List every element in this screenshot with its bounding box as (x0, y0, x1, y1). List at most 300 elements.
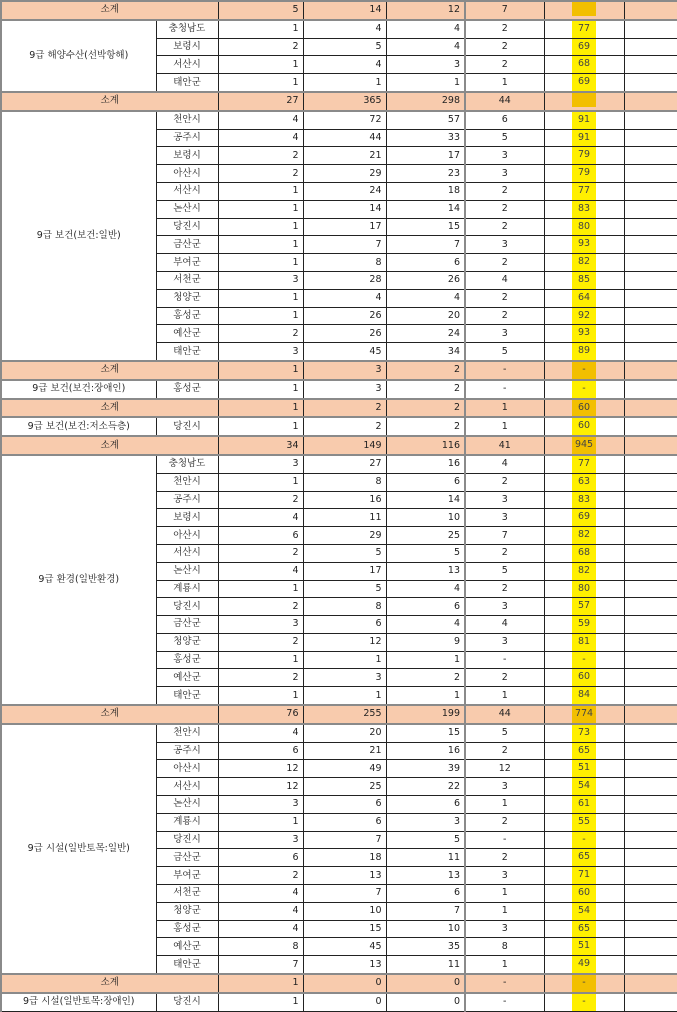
col-3-value: 4 (386, 38, 465, 56)
score-value: 79 (572, 165, 596, 182)
col-3-value: 13 (386, 867, 465, 885)
empty-cell (624, 147, 677, 165)
col-4-value: 8 (465, 938, 544, 956)
table-row (1, 724, 677, 742)
region-label: 청양군 (156, 289, 218, 307)
col-4-value: 1 (465, 74, 544, 92)
empty-cell (624, 92, 677, 111)
empty-cell (624, 956, 677, 974)
region-label: 청양군 (156, 633, 218, 651)
score-value: 93 (572, 325, 596, 342)
col-4-value: - (465, 974, 544, 993)
col-2-value: 24 (303, 182, 386, 200)
empty-cell (624, 974, 677, 993)
empty-cell (624, 920, 677, 938)
score-value: 82 (572, 254, 596, 271)
score-cell (544, 343, 624, 361)
region-label: 태안군 (156, 343, 218, 361)
col-4-value: 1 (465, 796, 544, 814)
category-label: 9급 시설(일반토목:장애인) (1, 993, 156, 1011)
col-2-value: 5 (303, 38, 386, 56)
score-value: 59 (572, 616, 596, 633)
col-4-value: 1 (465, 885, 544, 903)
empty-cell (624, 271, 677, 289)
region-label: 서산시 (156, 56, 218, 74)
score-cell (544, 74, 624, 92)
col-4-value: 5 (465, 129, 544, 147)
region-label: 보령시 (156, 38, 218, 56)
score-cell (544, 831, 624, 849)
region-label: 예산군 (156, 669, 218, 687)
col-1-value: 2 (218, 325, 303, 343)
score-cell (544, 38, 624, 56)
col-3-value: 11 (386, 956, 465, 974)
score-value: 57 (572, 598, 596, 615)
col-3-value: 7 (386, 236, 465, 254)
col-4-value: 2 (465, 307, 544, 325)
score-value: 82 (572, 563, 596, 580)
empty-cell (624, 813, 677, 831)
score-cell (544, 885, 624, 903)
score-cell (544, 902, 624, 920)
col-2-value: 12 (303, 633, 386, 651)
col-1-value: 5 (218, 1, 303, 20)
col-2-value: 17 (303, 562, 386, 580)
subtotal-label: 소계 (1, 436, 218, 455)
col-1-value: 2 (218, 165, 303, 183)
col-2-value: 14 (303, 200, 386, 218)
region-label: 서천군 (156, 271, 218, 289)
col-4-value: 3 (465, 920, 544, 938)
col-4-value: 2 (465, 20, 544, 38)
empty-cell (624, 778, 677, 796)
col-1-value: 1 (218, 399, 303, 418)
score-value: 51 (572, 760, 596, 777)
col-2-value: 8 (303, 254, 386, 272)
col-3-value: 18 (386, 182, 465, 200)
empty-cell (624, 325, 677, 343)
score-value: - (572, 652, 596, 669)
score-value: 69 (572, 74, 596, 91)
col-1-value: 1 (218, 289, 303, 307)
col-2-value: 4 (303, 289, 386, 307)
col-3-value: 298 (386, 92, 465, 111)
category-label: 9급 보건(보건:저소득층) (1, 417, 156, 436)
empty-cell (624, 1, 677, 20)
score-value: 65 (572, 743, 596, 760)
score-value: 51 (572, 938, 596, 955)
score-value: 73 (572, 725, 596, 742)
col-1-value: 34 (218, 436, 303, 455)
col-1-value: 1 (218, 417, 303, 436)
score-cell (544, 544, 624, 562)
score-value: 64 (572, 290, 596, 307)
col-3-value: 10 (386, 509, 465, 527)
subtotal-row (1, 436, 677, 455)
col-2-value: 255 (303, 705, 386, 724)
col-3-value: 199 (386, 705, 465, 724)
col-1-value: 4 (218, 129, 303, 147)
col-1-value: 3 (218, 343, 303, 361)
col-2-value: 27 (303, 455, 386, 473)
col-2-value: 26 (303, 325, 386, 343)
col-3-value: 2 (386, 361, 465, 380)
region-label: 공주시 (156, 491, 218, 509)
col-4-value: 2 (465, 200, 544, 218)
col-4-value: - (465, 651, 544, 669)
region-label: 천안시 (156, 724, 218, 742)
empty-cell (624, 509, 677, 527)
region-label: 서산시 (156, 182, 218, 200)
empty-cell (624, 633, 677, 651)
region-label: 아산시 (156, 527, 218, 545)
empty-cell (624, 705, 677, 724)
score-cell (544, 796, 624, 814)
col-3-value: 2 (386, 669, 465, 687)
score-value: 80 (572, 581, 596, 598)
region-label: 서산시 (156, 778, 218, 796)
col-1-value: 2 (218, 867, 303, 885)
col-1-value: 1 (218, 361, 303, 380)
empty-cell (624, 20, 677, 38)
empty-cell (624, 902, 677, 920)
col-2-value: 4 (303, 20, 386, 38)
empty-cell (624, 669, 677, 687)
col-4-value: 3 (465, 325, 544, 343)
empty-cell (624, 436, 677, 455)
col-1-value: 2 (218, 38, 303, 56)
col-4-value: 2 (465, 742, 544, 760)
col-3-value: 14 (386, 200, 465, 218)
score-value: 63 (572, 474, 596, 491)
score-cell (544, 436, 624, 455)
score-cell (544, 236, 624, 254)
col-4-value: 4 (465, 271, 544, 289)
score-value: 81 (572, 634, 596, 651)
empty-cell (624, 165, 677, 183)
score-cell (544, 380, 624, 399)
col-3-value: 33 (386, 129, 465, 147)
score-value: 93 (572, 236, 596, 253)
col-4-value: 2 (465, 38, 544, 56)
region-label: 태안군 (156, 956, 218, 974)
empty-cell (624, 236, 677, 254)
region-label: 홍성군 (156, 380, 218, 399)
col-1-value: 4 (218, 562, 303, 580)
col-4-value: 2 (465, 849, 544, 867)
col-1-value: 4 (218, 111, 303, 129)
col-3-value: 39 (386, 760, 465, 778)
score-cell (544, 417, 624, 436)
table-row (1, 380, 677, 399)
score-value: 69 (572, 39, 596, 56)
col-4-value: 2 (465, 669, 544, 687)
subtotal-row (1, 974, 677, 993)
col-2-value: 10 (303, 902, 386, 920)
empty-cell (624, 687, 677, 705)
region-label: 부여군 (156, 254, 218, 272)
subtotal-label: 소계 (1, 974, 218, 993)
score-value: 80 (572, 219, 596, 236)
col-2-value: 14 (303, 1, 386, 20)
col-4-value: 44 (465, 705, 544, 724)
score-cell (544, 307, 624, 325)
empty-cell (624, 455, 677, 473)
col-1-value: 1 (218, 813, 303, 831)
col-1-value: 4 (218, 509, 303, 527)
subtotal-row (1, 92, 677, 111)
region-label: 계룡시 (156, 580, 218, 598)
col-4-value: 2 (465, 473, 544, 491)
col-3-value: 25 (386, 527, 465, 545)
category-label: 9급 시설(일반토목:일반) (1, 724, 156, 974)
col-3-value: 2 (386, 380, 465, 399)
empty-cell (624, 343, 677, 361)
col-1-value: 8 (218, 938, 303, 956)
region-label: 당진시 (156, 831, 218, 849)
col-3-value: 0 (386, 974, 465, 993)
empty-cell (624, 129, 677, 147)
score-cell (544, 182, 624, 200)
col-2-value: 45 (303, 343, 386, 361)
col-3-value: 0 (386, 993, 465, 1011)
col-2-value: 8 (303, 598, 386, 616)
region-label: 예산군 (156, 938, 218, 956)
col-2-value: 21 (303, 147, 386, 165)
col-2-value: 29 (303, 165, 386, 183)
col-2-value: 4 (303, 56, 386, 74)
col-2-value: 13 (303, 867, 386, 885)
score-value: 60 (572, 400, 596, 417)
score-value: 54 (572, 903, 596, 920)
score-value: 61 (572, 796, 596, 813)
col-3-value: 22 (386, 778, 465, 796)
col-1-value: 2 (218, 633, 303, 651)
score-cell (544, 813, 624, 831)
empty-cell (624, 993, 677, 1011)
col-3-value: 7 (386, 902, 465, 920)
col-3-value: 5 (386, 831, 465, 849)
col-2-value: 0 (303, 974, 386, 993)
region-label: 공주시 (156, 742, 218, 760)
col-4-value: 1 (465, 417, 544, 436)
col-4-value: 2 (465, 813, 544, 831)
col-1-value: 2 (218, 491, 303, 509)
subtotal-label: 소계 (1, 1, 218, 20)
col-1-value: 1 (218, 651, 303, 669)
col-3-value: 35 (386, 938, 465, 956)
score-cell (544, 509, 624, 527)
region-label: 부여군 (156, 867, 218, 885)
col-2-value: 3 (303, 361, 386, 380)
score-cell (544, 993, 624, 1011)
col-3-value: 15 (386, 218, 465, 236)
col-2-value: 26 (303, 307, 386, 325)
region-label: 공주시 (156, 129, 218, 147)
score-cell (544, 705, 624, 724)
col-2-value: 3 (303, 669, 386, 687)
empty-cell (624, 380, 677, 399)
col-1-value: 1 (218, 200, 303, 218)
col-4-value: 2 (465, 544, 544, 562)
empty-cell (624, 562, 677, 580)
col-1-value: 1 (218, 580, 303, 598)
col-1-value: 1 (218, 218, 303, 236)
empty-cell (624, 849, 677, 867)
col-4-value: 4 (465, 616, 544, 634)
col-3-value: 3 (386, 56, 465, 74)
col-3-value: 4 (386, 20, 465, 38)
score-value: 84 (572, 687, 596, 704)
col-1-value: 1 (218, 380, 303, 399)
table-row (1, 993, 677, 1011)
empty-cell (624, 867, 677, 885)
col-2-value: 149 (303, 436, 386, 455)
col-2-value: 20 (303, 724, 386, 742)
col-2-value: 45 (303, 938, 386, 956)
score-value: 82 (572, 527, 596, 544)
score-cell (544, 111, 624, 129)
col-1-value: 1 (218, 56, 303, 74)
empty-cell (624, 598, 677, 616)
col-4-value: 3 (465, 598, 544, 616)
col-1-value: 27 (218, 92, 303, 111)
col-1-value: 3 (218, 455, 303, 473)
score-cell (544, 218, 624, 236)
score-value: 85 (572, 272, 596, 289)
score-cell (544, 129, 624, 147)
empty-cell (624, 491, 677, 509)
score-cell (544, 527, 624, 545)
col-1-value: 1 (218, 182, 303, 200)
empty-cell (624, 544, 677, 562)
score-value (572, 92, 596, 107)
region-label: 태안군 (156, 74, 218, 92)
col-2-value: 3 (303, 380, 386, 399)
col-1-value: 2 (218, 669, 303, 687)
score-value: 92 (572, 308, 596, 325)
score-cell (544, 687, 624, 705)
col-4-value: 2 (465, 182, 544, 200)
region-label: 보령시 (156, 147, 218, 165)
score-cell (544, 271, 624, 289)
score-value: 54 (572, 778, 596, 795)
score-value: 83 (572, 201, 596, 218)
col-1-value: 3 (218, 271, 303, 289)
col-4-value: 3 (465, 633, 544, 651)
col-4-value: 2 (465, 254, 544, 272)
col-1-value: 1 (218, 20, 303, 38)
score-value: 79 (572, 147, 596, 164)
col-2-value: 21 (303, 742, 386, 760)
col-3-value: 2 (386, 417, 465, 436)
score-value: 945 (572, 437, 596, 454)
score-cell (544, 325, 624, 343)
score-value: 77 (572, 456, 596, 473)
empty-cell (624, 616, 677, 634)
empty-cell (624, 651, 677, 669)
region-label: 홍성군 (156, 651, 218, 669)
subtotal-label: 소계 (1, 705, 218, 724)
col-2-value: 13 (303, 956, 386, 974)
category-label: 9급 해양수산(선박항해) (1, 20, 156, 92)
score-value: - (572, 994, 596, 1011)
col-3-value: 6 (386, 473, 465, 491)
empty-cell (624, 796, 677, 814)
score-cell (544, 473, 624, 491)
col-3-value: 17 (386, 147, 465, 165)
col-3-value: 4 (386, 616, 465, 634)
score-cell (544, 742, 624, 760)
empty-cell (624, 580, 677, 598)
col-2-value: 7 (303, 236, 386, 254)
score-value: 65 (572, 849, 596, 866)
score-value: 49 (572, 956, 596, 973)
col-2-value: 7 (303, 885, 386, 903)
score-value: - (572, 381, 596, 398)
col-4-value: 6 (465, 111, 544, 129)
region-label: 충청남도 (156, 455, 218, 473)
col-3-value: 11 (386, 849, 465, 867)
subtotal-row (1, 705, 677, 724)
col-3-value: 5 (386, 544, 465, 562)
score-cell (544, 920, 624, 938)
score-cell (544, 92, 624, 111)
col-1-value: 2 (218, 544, 303, 562)
col-4-value: - (465, 380, 544, 399)
col-4-value: 3 (465, 236, 544, 254)
subtotal-row (1, 361, 677, 380)
col-1-value: 4 (218, 885, 303, 903)
region-label: 당진시 (156, 993, 218, 1011)
col-4-value: 1 (465, 399, 544, 418)
col-3-value: 10 (386, 920, 465, 938)
score-cell (544, 724, 624, 742)
col-1-value: 3 (218, 796, 303, 814)
region-label: 논산시 (156, 796, 218, 814)
col-3-value: 13 (386, 562, 465, 580)
col-1-value: 4 (218, 724, 303, 742)
empty-cell (624, 527, 677, 545)
empty-cell (624, 289, 677, 307)
col-2-value: 29 (303, 527, 386, 545)
empty-cell (624, 218, 677, 236)
table-row (1, 111, 677, 129)
col-1-value: 12 (218, 778, 303, 796)
col-2-value: 11 (303, 509, 386, 527)
empty-cell (624, 200, 677, 218)
subtotal-label: 소계 (1, 92, 218, 111)
col-4-value: 5 (465, 724, 544, 742)
col-2-value: 2 (303, 417, 386, 436)
col-2-value: 6 (303, 796, 386, 814)
region-label: 논산시 (156, 200, 218, 218)
col-3-value: 6 (386, 598, 465, 616)
score-value: 91 (572, 112, 596, 129)
col-1-value: 6 (218, 527, 303, 545)
col-2-value: 365 (303, 92, 386, 111)
col-3-value: 4 (386, 580, 465, 598)
subtotal-label: 소계 (1, 399, 218, 418)
score-value: 68 (572, 545, 596, 562)
col-4-value: 7 (465, 527, 544, 545)
col-3-value: 3 (386, 813, 465, 831)
score-cell (544, 289, 624, 307)
region-label: 태안군 (156, 687, 218, 705)
col-2-value: 49 (303, 760, 386, 778)
score-cell (544, 974, 624, 993)
col-3-value: 23 (386, 165, 465, 183)
